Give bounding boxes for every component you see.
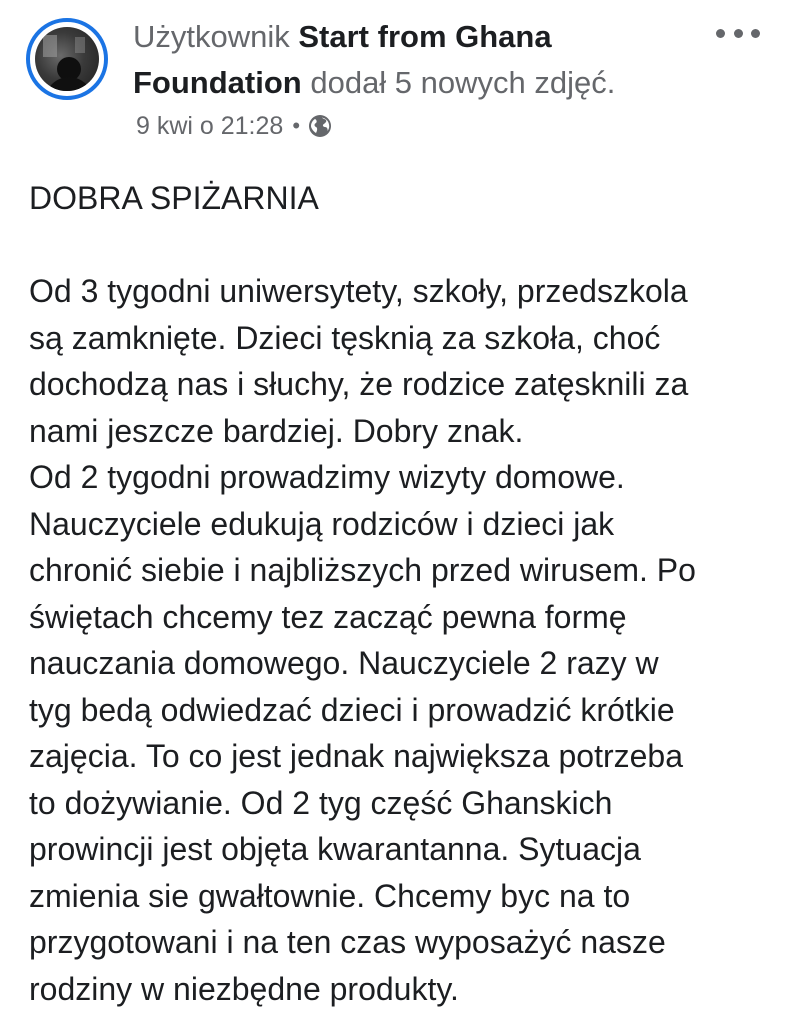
more-dot bbox=[716, 29, 725, 38]
post-paragraph: Od 3 tygodni uniwersytety, szkoły, przedszkola są zamknięte. Dzieci tęsknią za szkoła, choć dochodzą nas i słuchy, że rodzice zatęsknili za nami jeszcze bardziej. Dobry znak. bbox=[29, 273, 689, 449]
globe-icon[interactable] bbox=[308, 114, 332, 138]
headline-action: dodał 5 nowych zdjęć. bbox=[301, 65, 616, 100]
more-dot bbox=[751, 29, 760, 38]
post-headline bbox=[133, 14, 713, 106]
post-body bbox=[29, 175, 789, 1012]
avatar-figure-body bbox=[45, 77, 93, 91]
post-title: DOBRA SPIŻARNIA bbox=[29, 180, 319, 216]
meta-separator: • bbox=[292, 113, 301, 138]
post-meta bbox=[136, 110, 332, 142]
avatar[interactable] bbox=[26, 18, 108, 100]
headline-prefix: Użytkownik bbox=[133, 19, 299, 54]
post-timestamp[interactable]: 9 kwi o 21:28 bbox=[136, 111, 284, 140]
author-link[interactable]: Start from Ghana Foundation bbox=[133, 19, 552, 100]
post-header bbox=[0, 0, 797, 150]
post-paragraph: Od 2 tygodni prowadzimy wizyty domowe. Nauczyciele edukują rodziców i dzieci jak chronić siebie i najbliższych przed wirusem. Po świętach chcemy tez zacząć pewna formę nauczania domowego. Nauczyciele 2 razy w tyg bedą odwiedzać dzieci i prowadzić krótkie zajęcia. To co jest jednak największa potrzeba to dożywianie. Od 2 tyg część Ghanskich prowincji jest objęta kwarantanna. Sytuacja zmienia sie gwałtownie. Chcemy byc na to przygotowani i na ten czas wyposażyć nasze rodziny w niezbędne produkty. bbox=[29, 459, 696, 1007]
more-options-icon[interactable] bbox=[716, 20, 760, 46]
avatar-detail bbox=[75, 37, 85, 53]
avatar-detail bbox=[43, 35, 57, 57]
avatar-image bbox=[35, 27, 99, 91]
more-dot bbox=[734, 29, 743, 38]
